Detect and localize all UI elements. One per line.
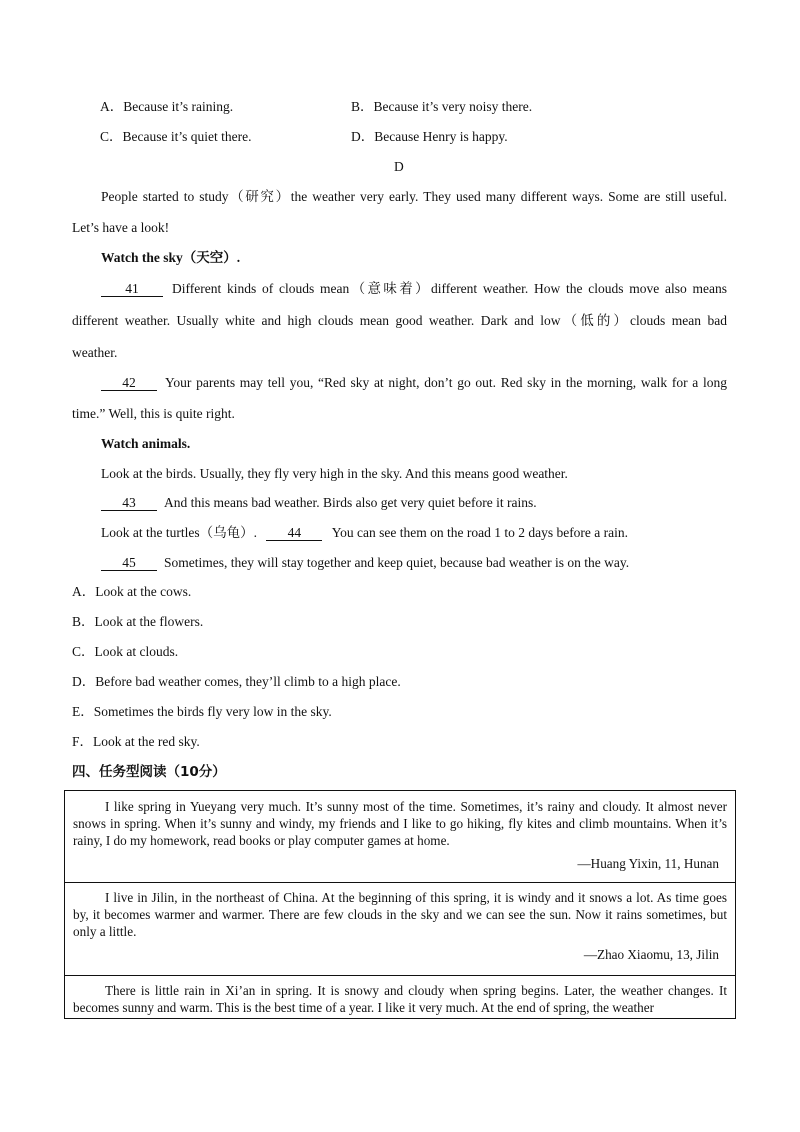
blank-44-number: 44 bbox=[266, 526, 322, 541]
blank-42 bbox=[101, 375, 157, 391]
q41-line-2: different weather. Usually white and high clouds mean good weather. Dark and low（低的）clouds mean bad bbox=[72, 313, 727, 328]
choice-f: F．Look at the red sky. bbox=[72, 734, 200, 749]
blank-41-number: 41 bbox=[101, 282, 163, 297]
passage-3 bbox=[65, 982, 735, 1016]
section-4-title: 四、任务型阅读（10分） bbox=[72, 764, 226, 780]
blank-43-number: 43 bbox=[101, 496, 157, 511]
birds-line: Look at the birds. Usually, they fly very high in the sky. And this means good weather. bbox=[101, 466, 568, 481]
choice-e: E．Sometimes the birds fly very low in the sky. bbox=[72, 704, 332, 719]
choice-b: B．Look at the flowers. bbox=[72, 614, 204, 629]
passage-2 bbox=[65, 889, 735, 940]
passage-1-text: I like spring in Yueyang very much. It’s sunny most of the time. Sometimes, it’s rainy and cloudy. It almost never snows in spring. When it’s sunny and windy, my friends and I like to go hiking, fly kites and climb mountains. When it’s rainy, I do my homework, read books or play computer games at home. bbox=[73, 799, 727, 848]
choice-c: C．Look at clouds. bbox=[72, 644, 179, 659]
option-c: C．Because it’s quiet there. bbox=[100, 129, 252, 144]
q45-line: Sometimes, they will stay together and keep quiet, because bad weather is on the way. bbox=[164, 555, 630, 570]
heading-watch-sky: Watch the sky（天空）. bbox=[101, 250, 241, 265]
q41-line-1: Different kinds of clouds mean（意味着）different weather. How the clouds move also means bbox=[172, 281, 727, 296]
passage-1 bbox=[65, 798, 735, 849]
intro-line-2: Let’s have a look! bbox=[72, 220, 170, 235]
intro-line-1: People started to study（研究）the weather very early. They used many different ways. Some are still useful. bbox=[101, 189, 727, 204]
option-b: B．Because it’s very noisy there. bbox=[351, 99, 533, 114]
blank-41 bbox=[101, 281, 163, 297]
q43-line: And this means bad weather. Birds also get very quiet before it rains. bbox=[164, 495, 537, 510]
passages-table bbox=[64, 790, 736, 1019]
passage-1-author: —Huang Yixin, 11, Hunan bbox=[577, 856, 719, 871]
section-letter: D bbox=[394, 159, 404, 174]
passage-1-author-row bbox=[65, 855, 735, 872]
option-a: A．Because it’s raining. bbox=[100, 99, 234, 114]
blank-42-number: 42 bbox=[101, 376, 157, 391]
blank-45-number: 45 bbox=[101, 556, 157, 571]
blank-43 bbox=[101, 495, 157, 511]
option-d: D．Because Henry is happy. bbox=[351, 129, 508, 144]
q44-text: You can see them on the road 1 to 2 days before a rain. bbox=[331, 525, 629, 540]
choice-a: A．Look at the cows. bbox=[72, 584, 192, 599]
row-divider bbox=[65, 882, 735, 883]
blank-45 bbox=[101, 555, 157, 571]
row-divider bbox=[65, 975, 735, 976]
q42-line-1: Your parents may tell you, “Red sky at night, don’t go out. Red sky in the morning, walk for a long bbox=[165, 375, 727, 390]
passage-2-author: —Zhao Xiaomu, 13, Jilin bbox=[583, 947, 719, 962]
q41-line-3: weather. bbox=[72, 345, 118, 360]
passage-2-text: I live in Jilin, in the northeast of China. At the beginning of this spring, it is windy and it snows a lot. As time goes by, it becomes warmer and warmer. There are few clouds in the sky and we can see the sun. Now it rains sometimes, but only a little. bbox=[73, 890, 727, 939]
turtles-line bbox=[101, 525, 628, 541]
choice-d: D．Before bad weather comes, they’ll climb to a high place. bbox=[72, 674, 401, 689]
turtles-text: Look at the turtles（乌龟）. bbox=[101, 525, 257, 540]
passage-2-author-row bbox=[65, 946, 735, 963]
heading-watch-animals: Watch animals. bbox=[101, 436, 191, 451]
passage-3-text: There is little rain in Xi’an in spring. It is snowy and cloudy when spring begins. Later, the weather changes. It becomes sunny and warm. This is the best time of a year. I like it very much. At the end of spring, the weather bbox=[73, 983, 727, 1015]
q42-line-2: time.” Well, this is quite right. bbox=[72, 406, 235, 421]
